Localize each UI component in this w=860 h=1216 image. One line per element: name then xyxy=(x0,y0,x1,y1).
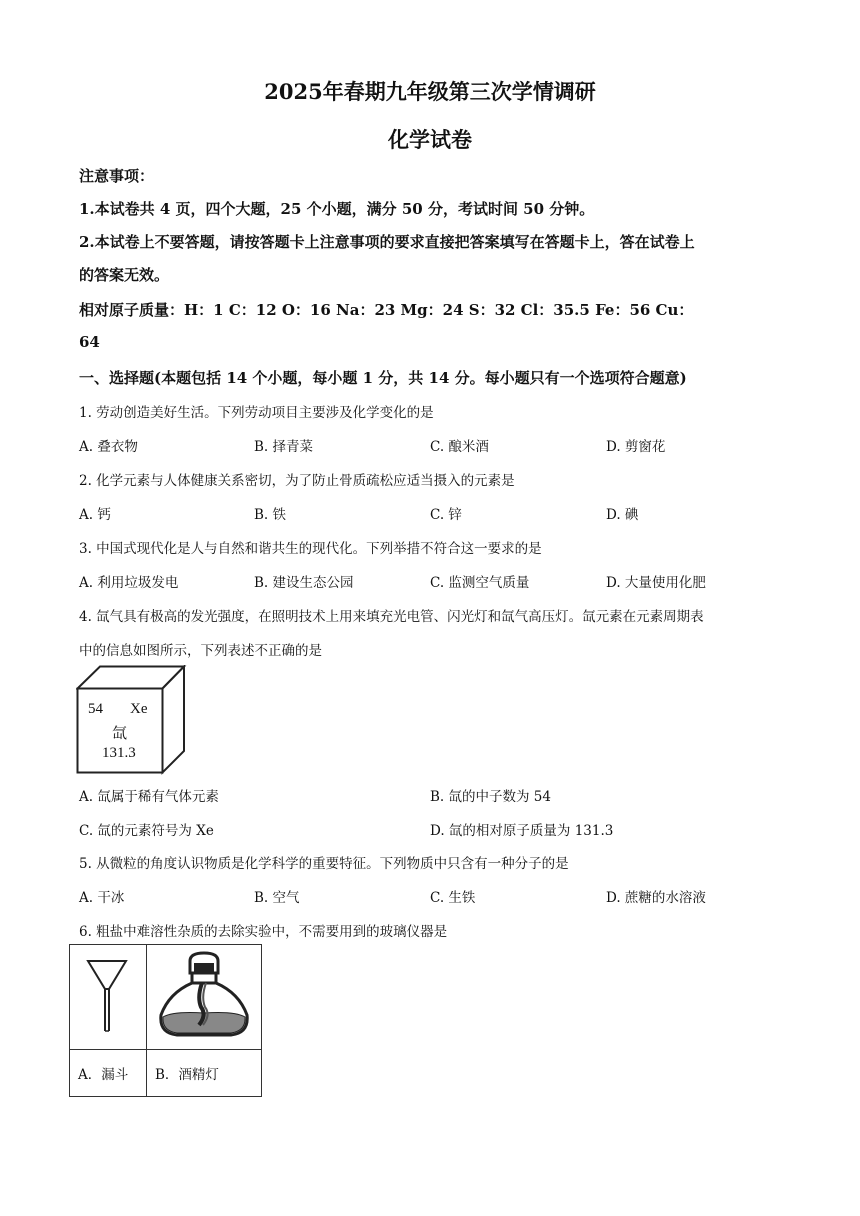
notes-item-2-line2: 的答案无效。 xyxy=(79,266,170,284)
section-1-heading: 一、选择题(本题包括 14 个小题，每小题 1 分，共 14 分。每小题只有一个选项符合题意) xyxy=(79,369,687,387)
question-6-apparatus-table xyxy=(69,944,262,1097)
alcohol-lamp-icon xyxy=(147,945,261,1045)
question-2-option-b: B. 铁 xyxy=(254,507,287,523)
atomic-mass-line1: 相对原子质量：H：1 C：12 O：16 Na：23 Mg：24 S：32 Cl：35.5 Fe：56 Cu： xyxy=(79,301,694,319)
question-2-option-a: A. 钙 xyxy=(79,507,111,523)
question-3-stem: 3. 中国式现代化是人与自然和谐共生的现代化。下列举措不符合这一要求的是 xyxy=(79,541,542,557)
element-atomic-number: 54 xyxy=(88,701,103,717)
question-6-option-a: A．漏斗 xyxy=(70,1050,147,1097)
question-4-option-c: C. 氙的元素符号为 Xe xyxy=(79,823,214,839)
question-5-option-c: C. 生铁 xyxy=(430,890,476,906)
question-6-cell-b-image xyxy=(147,945,262,1050)
notes-item-2-line1: 2.本试卷上不要答题，请按答题卡上注意事项的要求直接把答案填写在答题卡上，答在试卷上 xyxy=(79,233,695,251)
page-subtitle: 化学试卷 xyxy=(388,127,472,152)
question-6-option-b: B．酒精灯 xyxy=(147,1050,262,1097)
question-1-stem: 1. 劳动创造美好生活。下列劳动项目主要涉及化学变化的是 xyxy=(79,405,434,421)
element-symbol: Xe xyxy=(130,701,148,717)
funnel-icon xyxy=(70,945,146,1045)
question-1-option-d: D. 剪窗花 xyxy=(606,439,666,455)
question-1-option-a: A. 叠衣物 xyxy=(79,439,138,455)
question-5-option-a: A. 干冰 xyxy=(79,890,125,906)
question-4-option-a: A. 氙属于稀有气体元素 xyxy=(79,789,219,805)
page-title: 2025年春期九年级第三次学情调研 xyxy=(264,79,596,104)
question-4-stem-line1: 4. 氙气具有极高的发光强度，在照明技术上用来填充光电管、闪光灯和氙气高压灯。氙元素在元素周期表 xyxy=(79,609,704,625)
question-3-option-b: B. 建设生态公园 xyxy=(254,575,354,591)
question-3-option-d: D. 大量使用化肥 xyxy=(606,575,706,591)
question-6-stem: 6. 粗盐中难溶性杂质的去除实验中，不需要用到的玻璃仪器是 xyxy=(79,924,448,940)
question-1-option-c: C. 酿米酒 xyxy=(430,439,489,455)
question-3-option-a: A. 利用垃圾发电 xyxy=(79,575,179,591)
question-4-option-d: D. 氙的相对原子质量为 131.3 xyxy=(430,823,614,839)
question-1-option-b: B. 择青菜 xyxy=(254,439,314,455)
question-5-stem: 5. 从微粒的角度认识物质是化学科学的重要特征。下列物质中只含有一种分子的是 xyxy=(79,856,569,872)
element-name: 氙 xyxy=(112,724,128,742)
atomic-mass-line2: 64 xyxy=(79,333,100,351)
question-2-option-d: D. 碘 xyxy=(606,507,639,523)
notes-item-1: 1.本试卷共 4 页，四个大题，25 个小题，满分 50 分，考试时间 50 分钟。 xyxy=(79,200,595,218)
question-3-option-c: C. 监测空气质量 xyxy=(430,575,530,591)
notes-heading: 注意事项： xyxy=(79,167,155,185)
question-2-stem: 2. 化学元素与人体健康关系密切，为了防止骨质疏松应适当摄入的元素是 xyxy=(79,473,515,489)
question-4-option-b: B. 氙的中子数为 54 xyxy=(430,789,551,805)
question-5-option-b: B. 空气 xyxy=(254,890,300,906)
question-4-stem-line2: 中的信息如图所示，下列表述不正确的是 xyxy=(79,643,322,659)
element-atomic-mass: 131.3 xyxy=(102,745,136,761)
question-6-cell-a-image xyxy=(70,945,147,1050)
question-5-option-d: D. 蔗糖的水溶液 xyxy=(606,890,706,906)
question-2-option-c: C. 锌 xyxy=(430,507,462,523)
